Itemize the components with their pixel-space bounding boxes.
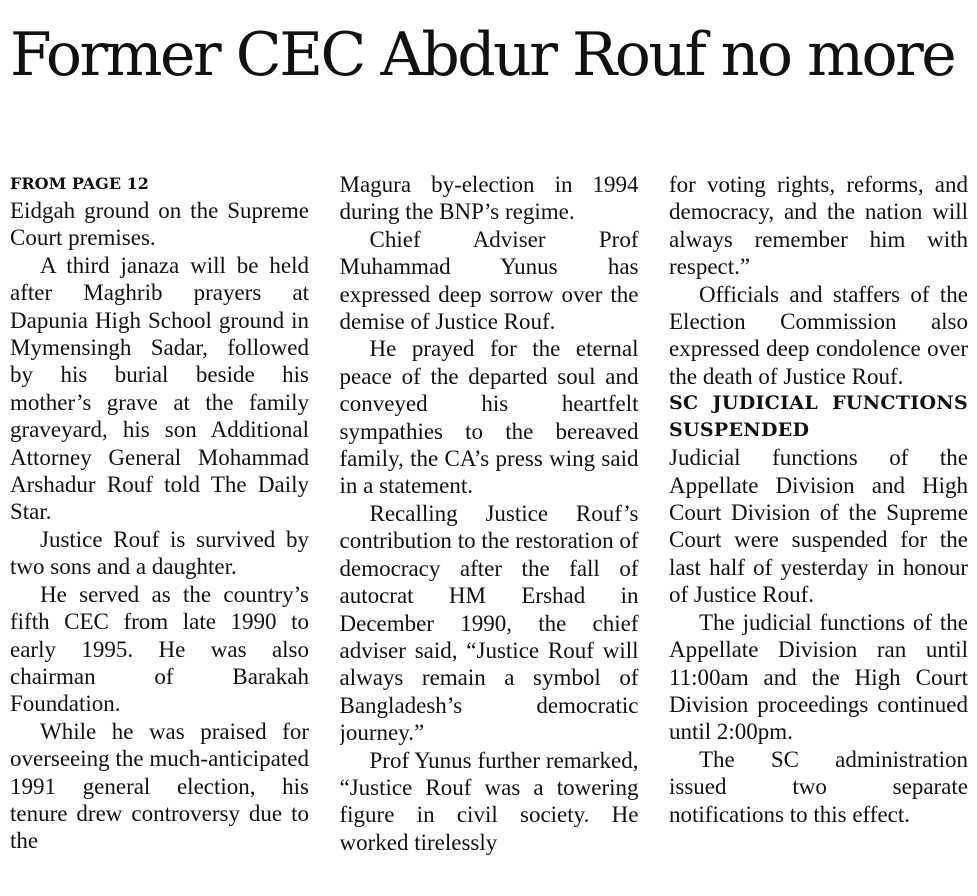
article-column-2 — [340, 171, 639, 886]
dateline: FROM PAGE 12 — [10, 174, 149, 193]
paragraph: Prof Yunus further remarked, “Justice Rouf was a towering figure in civil society. He worked tirelessly — [339, 747, 639, 855]
paragraph: He prayed for the eternal peace of the departed soul and conveyed his heartfelt sympathies to the bereaved family, the CA’s press wing said in a statement. — [339, 336, 639, 499]
paragraph: The SC administration issued two separate notifications to this effect. — [669, 746, 968, 827]
paragraph: He served as the country’s fifth CEC from late 1990 to early 1995. He was also chairman of Barakah Foundation. — [10, 581, 309, 717]
paragraph: Officials and staffers of the Election Commission also expressed deep condolence over the death of Justice Rouf. — [669, 281, 968, 389]
paragraph: for voting rights, reforms, and democracy, and the nation will always remember him with respect.” — [669, 172, 968, 280]
paragraph: Judicial functions of the Appellate Division and High Court Division of the Supreme Court were suspended for the last half of yesterday in honour of Justice Rouf. — [669, 445, 968, 608]
article-column-3 — [669, 171, 968, 886]
article-column-1 — [10, 171, 309, 886]
paragraph: Chief Adviser Prof Muhammad Yunus has expressed deep sorrow over the demise of Justice Rouf. — [339, 226, 639, 335]
article-body — [10, 171, 968, 886]
paragraph: A third janaza will be held after Maghrib prayers at Dapunia High School ground in Mymensingh Sadar, followed by his burial beside his mother’s grave at the family graveyard, his son Additional Attorney General Mohammad Arshadur Rouf told The Daily Star. — [10, 252, 309, 525]
paragraph: Justice Rouf is survived by two sons and a daughter. — [10, 526, 309, 580]
paragraph: The judicial functions of the Appellate Division ran until 11:00am and the High Court Division proceedings continued until 2:00pm. — [669, 609, 968, 745]
subheading: SC JUDICIAL FUNCTIONS SUSPENDED — [669, 392, 968, 442]
headline: Former CEC Abdur Rouf no more — [10, 20, 955, 90]
paragraph: Recalling Justice Rouf’s contribution to the restoration of democracy after the fall of autocrat HM Ershad in December 1990, the chief adviser said, “Justice Rouf will always remain a symbol of Bangladesh’s democratic journey.” — [339, 500, 639, 746]
paragraph: Eidgah ground on the Supreme Court premises. — [10, 198, 309, 251]
paragraph: While he was praised for overseeing the much-anticipated 1991 general election, his tenure drew controversy due to the — [10, 718, 309, 854]
paragraph: Magura by-election in 1994 during the BNP’s regime. — [339, 172, 639, 225]
